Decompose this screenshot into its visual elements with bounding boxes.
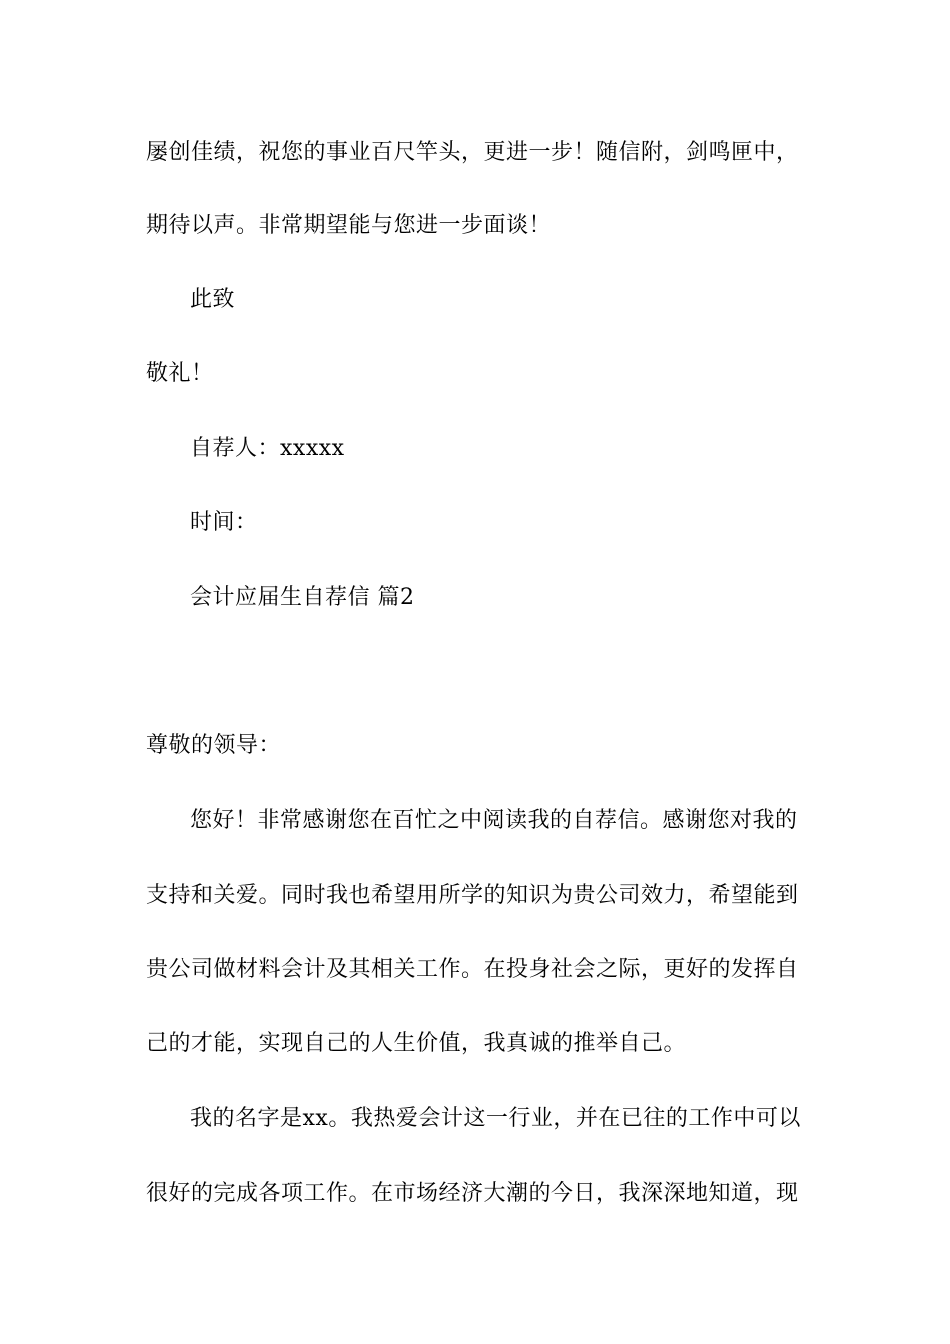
paragraph-line: 支持和关爱。同时我也希望用所学的知识为贵公司效力，希望能到 <box>146 883 799 908</box>
paragraph-line: 我的名字是xx。我热爱会计这一行业，并在已往的工作中可以 <box>190 1106 801 1131</box>
paragraph-line: 很好的完成各项工作。在市场经济大潮的今日，我深深地知道，现 <box>146 1181 799 1206</box>
paragraph-line: 屡创佳绩，祝您的事业百尺竿头，更进一步！随信附，剑鸣匣中， <box>146 140 799 165</box>
signer-line: 自荐人：xxxxx <box>190 436 345 461</box>
greeting-line: 尊敬的领导： <box>146 733 282 758</box>
date-line: 时间： <box>190 510 258 535</box>
paragraph-line: 您好！非常感谢您在百忙之中阅读我的自荐信。感谢您对我的 <box>190 808 798 833</box>
paragraph-line: 期待以声。非常期望能与您进一步面谈！ <box>146 213 552 238</box>
paragraph-line: 贵公司做材料会计及其相关工作。在投身社会之际，更好的发挥自 <box>146 957 799 982</box>
closing-regards: 敬礼！ <box>146 361 214 386</box>
closing-salutation: 此致 <box>190 287 236 312</box>
section-title: 会计应届生自荐信 篇2 <box>190 585 415 610</box>
paragraph-line: 己的才能，实现自己的人生价值，我真诚的推举自己。 <box>146 1031 687 1056</box>
